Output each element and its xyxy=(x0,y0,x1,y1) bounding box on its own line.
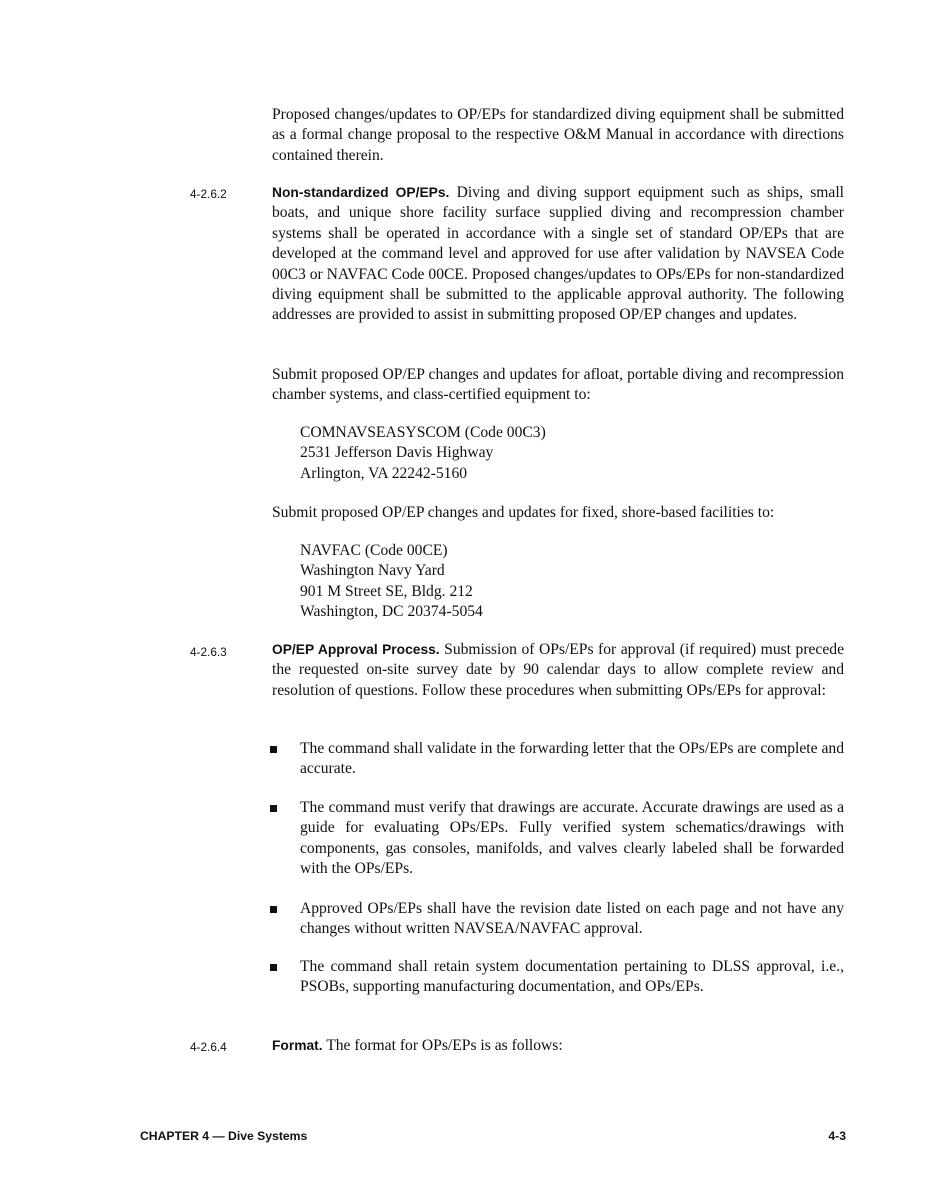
section-4-2-6-3 xyxy=(272,640,844,701)
address-line: COMNAVSEASYSCOM (Code 00C3) xyxy=(300,424,546,441)
footer-page-number: 4-3 xyxy=(828,1129,846,1143)
address-line: Arlington, VA 22242-5160 xyxy=(300,464,468,482)
bullet-item: The command shall validate in the forwarding letter that the OPs/EPs are complete and accurate. xyxy=(300,740,844,778)
shore-submit-paragraph: Submit proposed OP/EP changes and updates for fixed, shore-based facilities to: xyxy=(272,504,775,521)
section-number-4-2-6-3: 4-2.6.3 xyxy=(190,645,227,659)
address-line: NAVFAC (Code 00CE) xyxy=(300,542,448,559)
address-line: Washington, DC 20374-5054 xyxy=(300,603,483,621)
afloat-submit-paragraph: Submit proposed OP/EP changes and updates for afloat, portable diving and recompression chamber systems, and class-certified equipment to: xyxy=(272,366,844,404)
address-line: 2531 Jefferson Davis Highway xyxy=(300,444,494,462)
bullet-square-icon xyxy=(270,805,277,812)
section-number-4-2-6-2: 4-2.6.2 xyxy=(190,187,227,201)
section-heading: Non-standardized OP/EPs. xyxy=(272,185,450,200)
address-line: Washington Navy Yard xyxy=(300,562,445,580)
section-body: The format for OPs/EPs is as follows: xyxy=(326,1037,563,1054)
intro-paragraph: Proposed changes/updates to OP/EPs for standardized diving equipment shall be submitted as a formal change proposal to the respective O&M Manual in accordance with directions contained therein. xyxy=(272,106,844,164)
bullet-square-icon xyxy=(270,746,277,753)
section-body: Diving and diving support equipment such as ships, small boats, and unique shore facility surface supplied diving and recompression chamber systems shall be operated in accordance with a single set of standard OP/EPs that are developed at the command level and approved for use after validation by NAVSEA Code 00C3 or NAVFAC Code 00CE. Proposed changes/updates to OPs/EPs for non-standardized diving equipment shall be submitted to the applicable approval authority. The following addresses are provided to assist in submitting proposed OP/EP changes and updates. xyxy=(272,184,845,324)
section-heading: Format. xyxy=(272,1038,323,1053)
address-line: 901 M Street SE, Bldg. 212 xyxy=(300,582,473,600)
section-heading: OP/EP Approval Process. xyxy=(272,642,440,657)
section-number-4-2-6-4: 4-2.6.4 xyxy=(190,1040,227,1054)
section-body: Submission of OPs/EPs for approval (if required) must precede the requested on-site survey date by 90 calendar days to allow complete review and resolution of questions. Follow these procedures when submitting OPs/EPs for approval: xyxy=(272,641,844,699)
section-4-2-6-4 xyxy=(272,1036,844,1056)
bullet-item: The command shall retain system documentation pertaining to DLSS approval, i.e., PSOBs, supporting manufacturing documentation, and OPs/EPs. xyxy=(300,958,844,996)
navfac-address xyxy=(300,541,483,623)
bullet-square-icon xyxy=(270,906,277,913)
bullet-item: Approved OPs/EPs shall have the revision date listed on each page and not have any changes without written NAVSEA/NAVFAC approval. xyxy=(300,900,844,938)
footer-chapter: CHAPTER 4 — Dive Systems xyxy=(140,1129,308,1143)
bullet-square-icon xyxy=(270,964,277,971)
section-4-2-6-2 xyxy=(272,183,844,326)
bullet-item: The command must verify that drawings are accurate. Accurate drawings are used as a guide for evaluating OPs/EPs. Fully verified system schematics/drawings with components, gas consoles, manifolds, and valves clearly labeled shall be forwarded with the OPs/EPs. xyxy=(300,799,844,878)
navsea-address xyxy=(300,423,546,484)
